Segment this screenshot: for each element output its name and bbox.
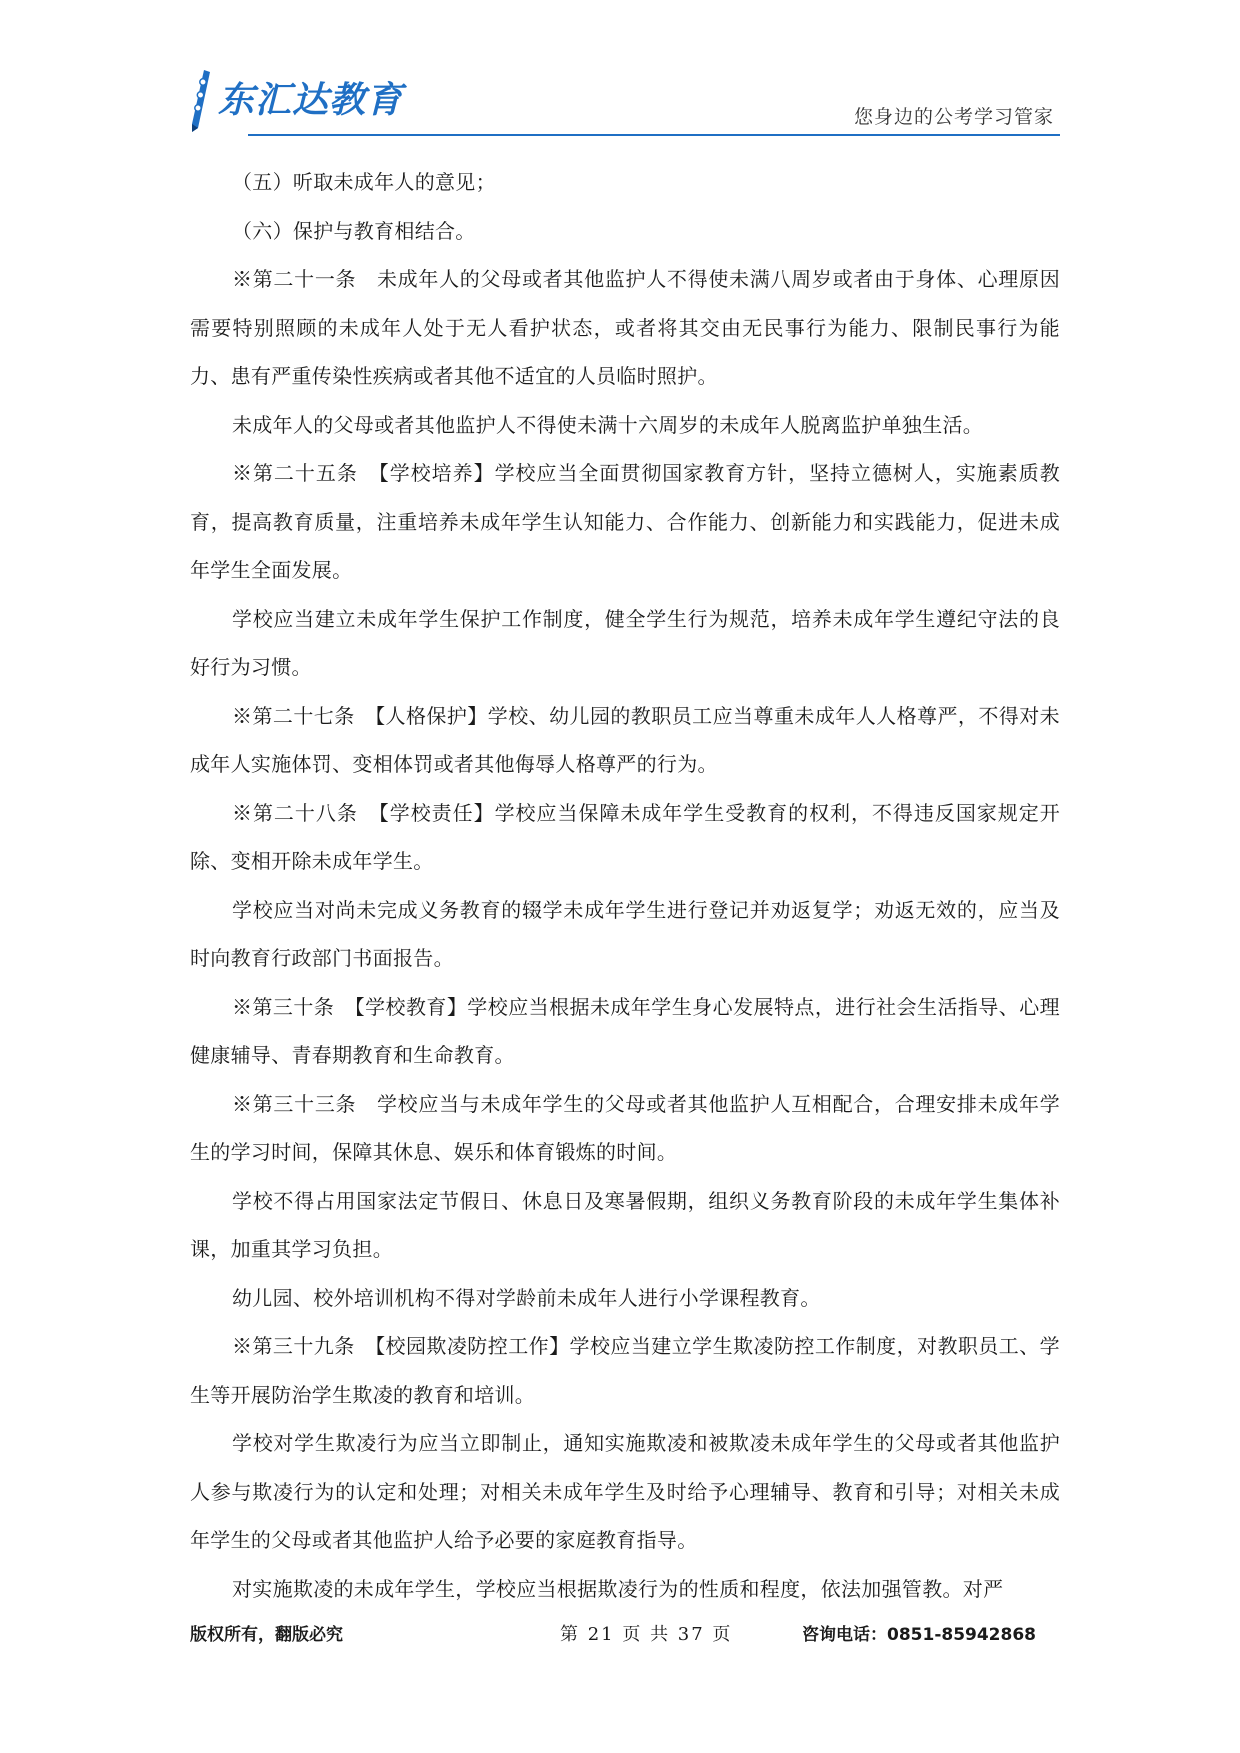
paragraph: 对实施欺凌的未成年学生，学校应当根据欺凌行为的性质和程度，依法加强管教。对严 xyxy=(232,1576,1004,1601)
paragraph: ※第二十五条 【学校培养】学校应当全面贯彻国家教育方针，坚持立德树人，实施素质教育，提高教育质量，注重培养未成年学生认知能力、合作能力、创新能力和实践能力，促进未成年学生全面发展。 xyxy=(190,461,1060,582)
paragraph: 幼儿园、校外培训机构不得对学龄前未成年人进行小学课程教育。 xyxy=(232,1285,821,1310)
paragraph: 学校对学生欺凌行为应当立即制止，通知实施欺凌和被欺凌未成年学生的父母或者其他监护人参与欺凌行为的认定和处理；对相关未成年学生及时给予心理辅导、教育和引导；对相关未成年学生的父母或者其他监护人给予必要的家庭教育指导。 xyxy=(190,1431,1060,1552)
page-number: 第 21 页 共 37 页 xyxy=(560,1624,733,1645)
paragraph: 学校应当建立未成年学生保护工作制度，健全学生行为规范，培养未成年学生遵纪守法的良好行为习惯。 xyxy=(190,606,1060,679)
paragraph: ※第二十一条 未成年人的父母或者其他监护人不得使未满八周岁或者由于身体、心理原因需要特别照顾的未成年人处于无人看护状态，或者将其交由无民事行为能力、限制民事行为能力、患有严重传染性疾病或者其他不适宜的人员临时照护。 xyxy=(190,267,1060,388)
paragraph: ※第三十条 【学校教育】学校应当根据未成年学生身心发展特点，进行社会生活指导、心理健康辅导、青春期教育和生命教育。 xyxy=(190,994,1060,1067)
paragraph: ※第三十九条 【校园欺凌防控工作】学校应当建立学生欺凌防控工作制度，对教职员工、学生等开展防治学生欺凌的教育和培训。 xyxy=(190,1334,1060,1407)
page-header xyxy=(188,66,1060,140)
document-body xyxy=(190,158,1060,1613)
paragraph: 学校应当对尚未完成义务教育的辍学未成年学生进行登记并劝返复学；劝返无效的，应当及时向教育行政部门书面报告。 xyxy=(190,897,1060,970)
logo-text: 东汇达教育 xyxy=(218,80,404,121)
paragraph: 未成年人的父母或者其他监护人不得使未满十六周岁的未成年人脱离监护单独生活。 xyxy=(232,412,984,437)
paragraph: （五）听取未成年人的意见； xyxy=(232,170,496,194)
paragraph: ※第二十七条 【人格保护】学校、幼儿园的教职员工应当尊重未成年人人格尊严，不得对未成年人实施体罚、变相体罚或者其他侮辱人格尊严的行为。 xyxy=(190,703,1060,776)
paragraph: （六）保护与教育相结合。 xyxy=(232,218,476,243)
paragraph: ※第二十八条 【学校责任】学校应当保障未成年学生受教育的权利，不得违反国家规定开除、变相开除未成年学生。 xyxy=(190,800,1060,873)
brand-logo xyxy=(188,66,403,136)
footer-phone: 咨询电话：0851-85942868 xyxy=(802,1625,1036,1645)
paragraph: ※第三十三条 学校应当与未成年学生的父母或者其他监护人互相配合，合理安排未成年学生的学习时间，保障其休息、娱乐和体育锻炼的时间。 xyxy=(190,1091,1060,1164)
header-divider xyxy=(248,134,1060,136)
pencil-logo-icon xyxy=(188,68,214,134)
footer-copyright: 版权所有，翻版必究 xyxy=(190,1625,343,1645)
header-slogan: 您身边的公考学习管家 xyxy=(853,106,1054,128)
paragraph: 学校不得占用国家法定节假日、休息日及寒暑假期，组织义务教育阶段的未成年学生集体补课，加重其学习负担。 xyxy=(190,1188,1060,1261)
page-footer xyxy=(190,1620,1060,1650)
